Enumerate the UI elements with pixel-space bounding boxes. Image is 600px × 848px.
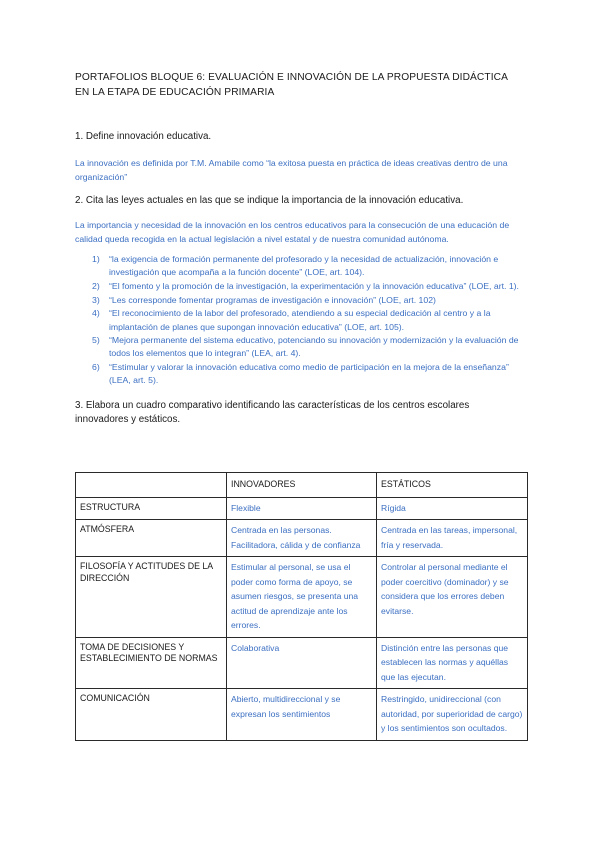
row-label: TOMA DE DECISIONES Y ESTABLECIMIENTO DE NORMAS bbox=[76, 637, 227, 689]
answer-1: La innovación es definida por T.M. Amabile como “la exitosa puesta en práctica de ideas creativas dentro de una organización” bbox=[75, 158, 508, 182]
table-header-estaticos: ESTÁTICOS bbox=[377, 473, 528, 498]
table-row bbox=[76, 557, 528, 638]
document-body bbox=[75, 70, 521, 427]
cell-innovadores: Estimular al personal, se usa el poder como forma de apoyo, se asumen riesgos, se presenta una actitud de aprendizaje ante los errores. bbox=[227, 557, 377, 638]
list-item: 5) “Mejora permanente del sistema educativo, potenciando su innovación y modernización y la evaluación de todos los elementos que lo integran” (LEA, art. 4). bbox=[92, 335, 519, 359]
document-title: PORTAFOLIOS BLOQUE 6: EVALUACIÓN E INNOVACIÓN DE LA PROPUESTA DIDÁCTICA EN LA ETAPA DE EDUCACIÓN PRIMARIA bbox=[75, 72, 508, 98]
question-2: 2. Cita las leyes actuales en las que se indique la importancia de la innovación educativa. bbox=[75, 195, 464, 206]
cell-innovadores: Centrada en las personas. Facilitadora, cálida y de confianza bbox=[227, 520, 377, 557]
cell-innovadores: Abierto, multidireccional y se expresan los sentimientos bbox=[227, 689, 377, 741]
row-label: ATMÓSFERA bbox=[76, 520, 227, 557]
cell-estaticos: Distinción entre las personas que establecen las normas y aquéllas que las ejecutan. bbox=[377, 637, 528, 689]
table-row bbox=[76, 689, 528, 741]
table-header-innovadores: INNOVADORES bbox=[227, 473, 377, 498]
table-row bbox=[76, 497, 528, 520]
list-item: 6) “Estimular y valorar la innovación educativa como medio de participación en la mejora de la enseñanza” (LEA, art. 5). bbox=[92, 362, 509, 386]
list-item: 2) “El fomento y la promoción de la investigación, la experimentación y la innovación educativa” (LOE, art. 1). bbox=[92, 280, 519, 291]
row-label: COMUNICACIÓN bbox=[76, 689, 227, 741]
list-item: 1) “la exigencia de formación permanente del profesorado y la necesidad de actualización, innovación e investigación que acompaña a la función docente” (LOE, art. 104). bbox=[92, 254, 499, 278]
table-row bbox=[76, 637, 528, 689]
laws-list bbox=[75, 253, 521, 388]
row-label: ESTRUCTURA bbox=[76, 497, 227, 520]
cell-estaticos: Rígida bbox=[377, 497, 528, 520]
question-3: 3. Elabora un cuadro comparativo identificando las características de los centros escolares innovadores y estáticos. bbox=[75, 399, 470, 425]
answer-2-intro: La importancia y necesidad de la innovación en los centros educativos para la consecución de una educación de calidad queda recogida en la actual legislación a nivel estatal y de nuestra comunidad autónoma. bbox=[75, 220, 510, 244]
question-1: 1. Define innovación educativa. bbox=[75, 131, 212, 142]
cell-estaticos: Controlar al personal mediante el poder coercitivo (dominador) y se considera que los errores deben evitarse. bbox=[377, 557, 528, 638]
list-item: 4) “El reconocimiento de la labor del profesorado, atendiendo a su especial dedicación al centro y a la implantación de planes que supongan innovación educativa” (LOE, art. 105). bbox=[92, 308, 491, 332]
list-item: 3) “Les corresponde fomentar programas de investigación e innovación” (LOE, art. 102) bbox=[92, 294, 436, 305]
table-row bbox=[76, 520, 528, 557]
cell-estaticos: Centrada en las tareas, impersonal, fría y reservada. bbox=[377, 520, 528, 557]
cell-innovadores: Flexible bbox=[227, 497, 377, 520]
cell-estaticos: Restringido, unidireccional (con autoridad, por superioridad de cargo) y los sentimientos son ocultados. bbox=[377, 689, 528, 741]
row-label: FILOSOFÍA Y ACTITUDES DE LA DIRECCIÓN bbox=[76, 557, 227, 638]
table-header-row bbox=[76, 473, 528, 498]
cell-innovadores: Colaborativa bbox=[227, 637, 377, 689]
table-header-empty bbox=[76, 473, 227, 498]
comparison-table bbox=[75, 472, 528, 741]
